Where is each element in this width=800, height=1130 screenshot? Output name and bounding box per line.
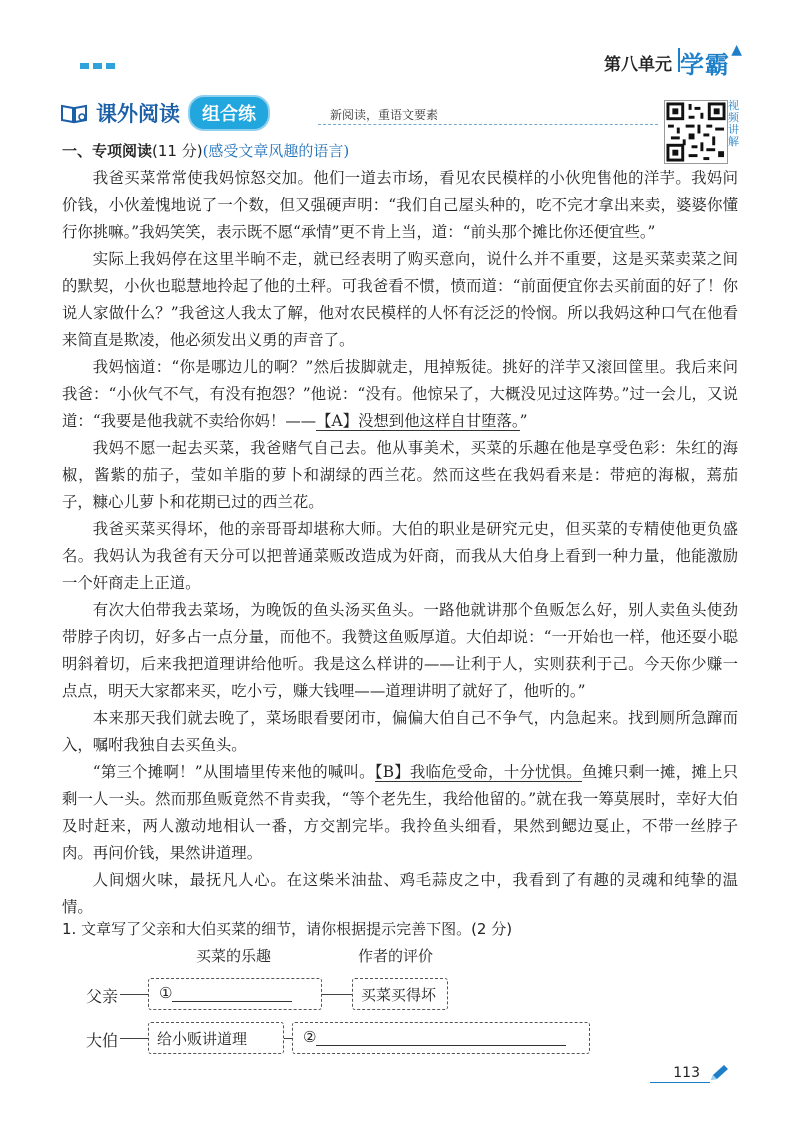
underlined-sentence-b: 【B】我临危受命，十分忧惧。 (374, 763, 582, 781)
connector-line (284, 1038, 292, 1039)
section-subtitle: 新阅读，重语文要素 (330, 108, 439, 122)
answer-box-2[interactable] (292, 1022, 590, 1054)
part-heading (62, 140, 349, 161)
paragraph-text: 鱼摊只剩一摊，摊上只剩一人一头。然而那鱼贩竟然不肯卖我，“等个老先生，我给他留的。”就在我一筹莫展时，幸好大伯及时赶来，两人激动地相认一番，方交割完毕。我拎鱼头细看，果然到鳃边戛止，不带一丝脖子肉。再问价钱，果然讲道理。 (62, 763, 738, 862)
uncle-label: 大伯 (86, 1031, 119, 1050)
answer-blank-1[interactable] (172, 985, 292, 1002)
qr-code-icon[interactable] (664, 100, 728, 164)
blank-number-1: ① (159, 984, 173, 1002)
section-underline (318, 124, 658, 126)
paragraph-text: ” (519, 412, 528, 430)
page-number: 113 (673, 1065, 700, 1081)
article-paragraph: 我妈不愿一起去买菜，我爸赌气自己去。他从事美术，买菜的乐趣在他是享受色彩：朱红的海椒，酱紫的茄子，莹如羊脂的萝卜和湖绿的西兰花。然而这些在我妈看来是：带疤的海椒，蔫茄子，糠心儿萝卜和花期已过的西兰花。 (62, 439, 738, 511)
section-pill: 组合练 (188, 95, 270, 131)
paragraph-text: 我妈恼道：“你是哪边儿的啊？”然后拔脚就走，甩掉叛徒。挑好的洋芋又滚回筐里。我后来问我爸：“小伙气不气，有没有抱怨？”他说：“没有。他惊呆了，大概没见过这阵势。”过一会儿，又说道：“我要是他我就不卖给你妈！—— (62, 358, 738, 430)
father-label: 父亲 (86, 987, 119, 1006)
article-body (62, 165, 738, 921)
blank-number-2: ② (303, 1028, 317, 1046)
article-paragraph: 我爸买菜买得坏，他的亲哥哥却堪称大师。大伯的职业是研究元史，但买菜的专精使他更负盛名。我妈认为我爸有天分可以把普通菜贩改造成为奸商，而我从大伯身上看到一种力量，他能激励一个奸商走上正道。 (62, 520, 738, 592)
connector-line (322, 994, 352, 995)
article-paragraph (62, 354, 738, 435)
pencil-icon (708, 1064, 730, 1082)
answer-blank-2[interactable] (316, 1029, 566, 1046)
part-title: 一、专项阅读 (62, 142, 153, 160)
answer-box-1[interactable] (148, 978, 322, 1010)
brand-logo: 学霸 (680, 51, 730, 79)
column-head-eval: 作者的评价 (358, 947, 434, 965)
father-eval-box: 买菜买得坏 (352, 978, 448, 1010)
section-title (60, 95, 270, 131)
article-paragraph: 实际上我妈停在这里半晌不走，就已经表明了购买意向，说什么并不重要，这是买菜卖菜之间的默契，小伙也聪慧地拎起了他的土秤。可我爸看不惯，愤而道：“前面便宜你去买前面的好了！你说人家做什么？”我爸这人我太了解，他对农民模样的人怀有泛泛的怜悯。所以我妈这种口气在他看来简直是欺凌，他必须发出义勇的声音了。 (62, 250, 738, 349)
article-paragraph: 本来那天我们就去晚了，菜场眼看要闭市，偏偏大伯自己不争气，内急起来。找到厕所急蹿而入，嘱咐我独自去买鱼头。 (62, 709, 738, 754)
paragraph-text: “第三个摊啊！”从围墙里传来他的喊叫。 (92, 763, 375, 781)
article-paragraph: 有次大伯带我去菜场，为晚饭的鱼头汤买鱼头。一路他就讲那个鱼贩怎么好，别人卖鱼头使劲带脖子肉切，好多占一点分量，而他不。我赞这鱼贩厚道。大伯却说：“一开始也一样，他还耍小聪明斜着切，后来我把道理讲给他听。我是这么样讲的——让利于人，实则获利于己。今天你少赚一点点，明天大家都来买，吃小亏，赚大钱哩——道理讲明了就好了，他听的。” (62, 601, 738, 700)
connector-line (120, 994, 148, 995)
unit-label: 第八单元 (604, 55, 672, 75)
qr-label: 视频讲解 (728, 99, 739, 148)
open-book-icon (60, 102, 88, 124)
part-hint: (感受文章风趣的语言) (202, 142, 350, 160)
part-points: (11 分) (152, 142, 203, 160)
underlined-sentence-a: 【A】没想到他这样自甘堕落。 (316, 412, 520, 430)
article-paragraph (62, 759, 738, 867)
column-head-fun: 买菜的乐趣 (196, 947, 272, 965)
article-paragraph: 人间烟火味，最抚凡人心。在这柴米油盐、鸡毛蒜皮之中，我看到了有趣的灵魂和纯挚的温情。 (62, 871, 738, 916)
connector-line (120, 1038, 148, 1039)
footer-line (650, 1082, 710, 1083)
article-paragraph: 我爸买菜常常使我妈惊怒交加。他们一道去市场，看见农民模样的小伙兜售他的洋芋。我妈问价钱，小伙羞愧地说了一个数，但又强硬声明：“我们自己屋头种的，吃不完才拿出来卖，婆婆你懂行你挑嘛。”我妈笑笑，表示既不愿“承情”更不肯上当，道：“前头那个摊比你还便宜些。” (62, 169, 738, 241)
section-main-title: 课外阅读 (96, 102, 180, 126)
graduation-cap-icon: ▲ (731, 42, 742, 58)
header-dots (80, 63, 115, 69)
uncle-fun-box: 给小贩讲道理 (148, 1022, 284, 1054)
question-1: 1. 文章写了父亲和大伯买菜的细节，请你根据提示完善下图。(2 分) (62, 920, 513, 938)
